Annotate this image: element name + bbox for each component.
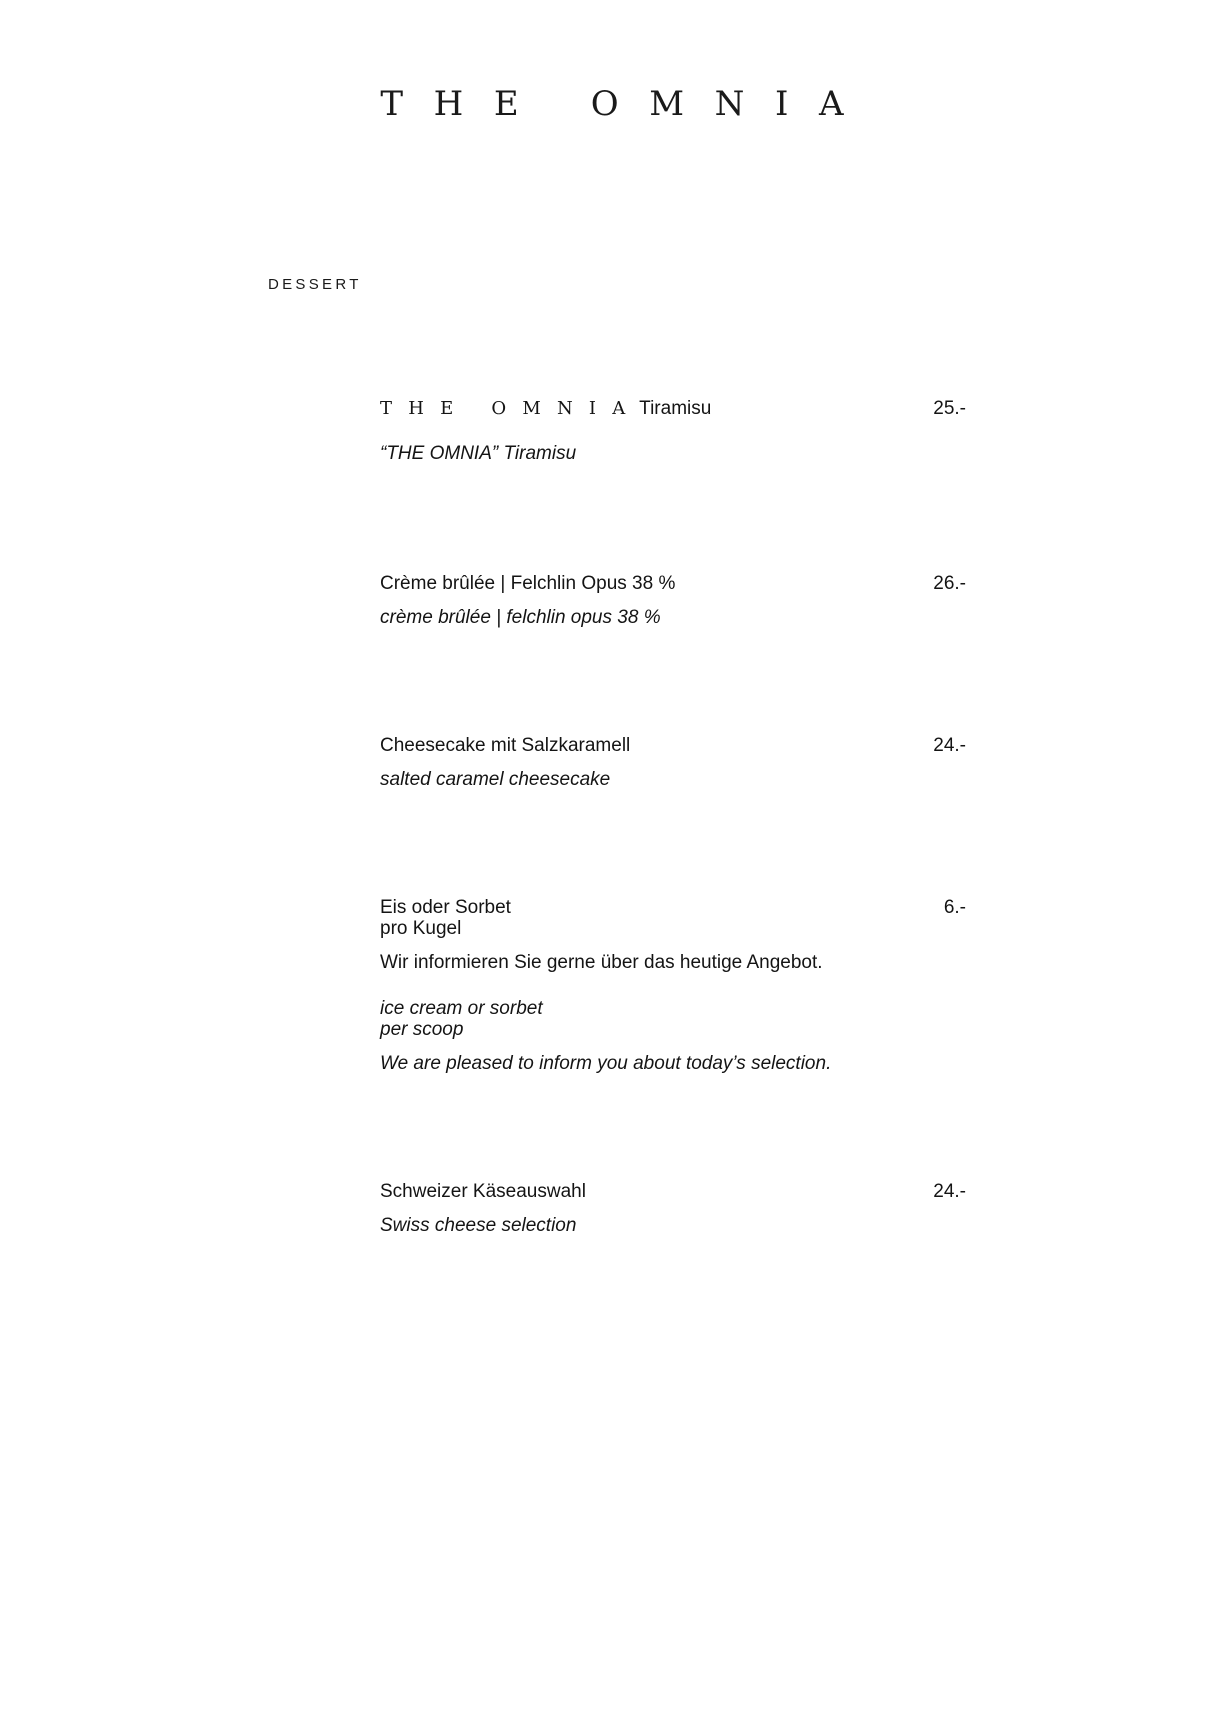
menu-item-cheesecake — [380, 735, 966, 790]
item-name-de: Tiramisu — [639, 398, 712, 419]
item-price: 24.- — [933, 735, 966, 756]
item-price: 24.- — [933, 1181, 966, 1202]
menu-item-tiramisu — [380, 398, 966, 464]
section-title: DESSERT — [268, 276, 362, 293]
item-header — [380, 398, 966, 419]
item-name-en: salted caramel cheesecake — [380, 769, 611, 790]
item-name-en: crème brûlée | felchlin opus 38 % — [380, 607, 661, 628]
menu-item-ice-cream — [380, 897, 966, 1074]
item-header — [380, 735, 966, 756]
item-sub-de: pro Kugel — [380, 918, 462, 939]
item-note-en: We are pleased to inform you about today’s selection. — [380, 1053, 832, 1074]
item-header — [380, 897, 966, 918]
item-price: 6.- — [943, 897, 966, 918]
item-name-en: “THE OMNIA” Tiramisu — [380, 443, 577, 464]
item-name-en: Swiss cheese selection — [380, 1215, 577, 1236]
item-name-de: Cheesecake mit Salzkaramell — [380, 735, 631, 756]
item-header — [380, 1181, 966, 1202]
item-price: 26.- — [933, 573, 966, 594]
menu-item-cheese-selection — [380, 1181, 966, 1236]
brand-logo-inline: THE OMNIA — [380, 398, 642, 419]
item-note-de: Wir informieren Sie gerne über das heutige Angebot. — [380, 952, 823, 973]
item-header — [380, 573, 966, 594]
item-sub-en: per scoop — [380, 1019, 464, 1040]
item-name-en: ice cream or sorbet — [380, 998, 543, 1019]
item-name-de: Schweizer Käseauswahl — [380, 1181, 586, 1202]
brand-logo: THE OMNIA — [380, 84, 875, 124]
menu-item-creme-brulee — [380, 573, 966, 628]
item-price: 25.- — [933, 398, 966, 419]
item-name-de: Crème brûlée | Felchlin Opus 38 % — [380, 573, 676, 594]
item-name-de: Eis oder Sorbet — [380, 897, 511, 918]
